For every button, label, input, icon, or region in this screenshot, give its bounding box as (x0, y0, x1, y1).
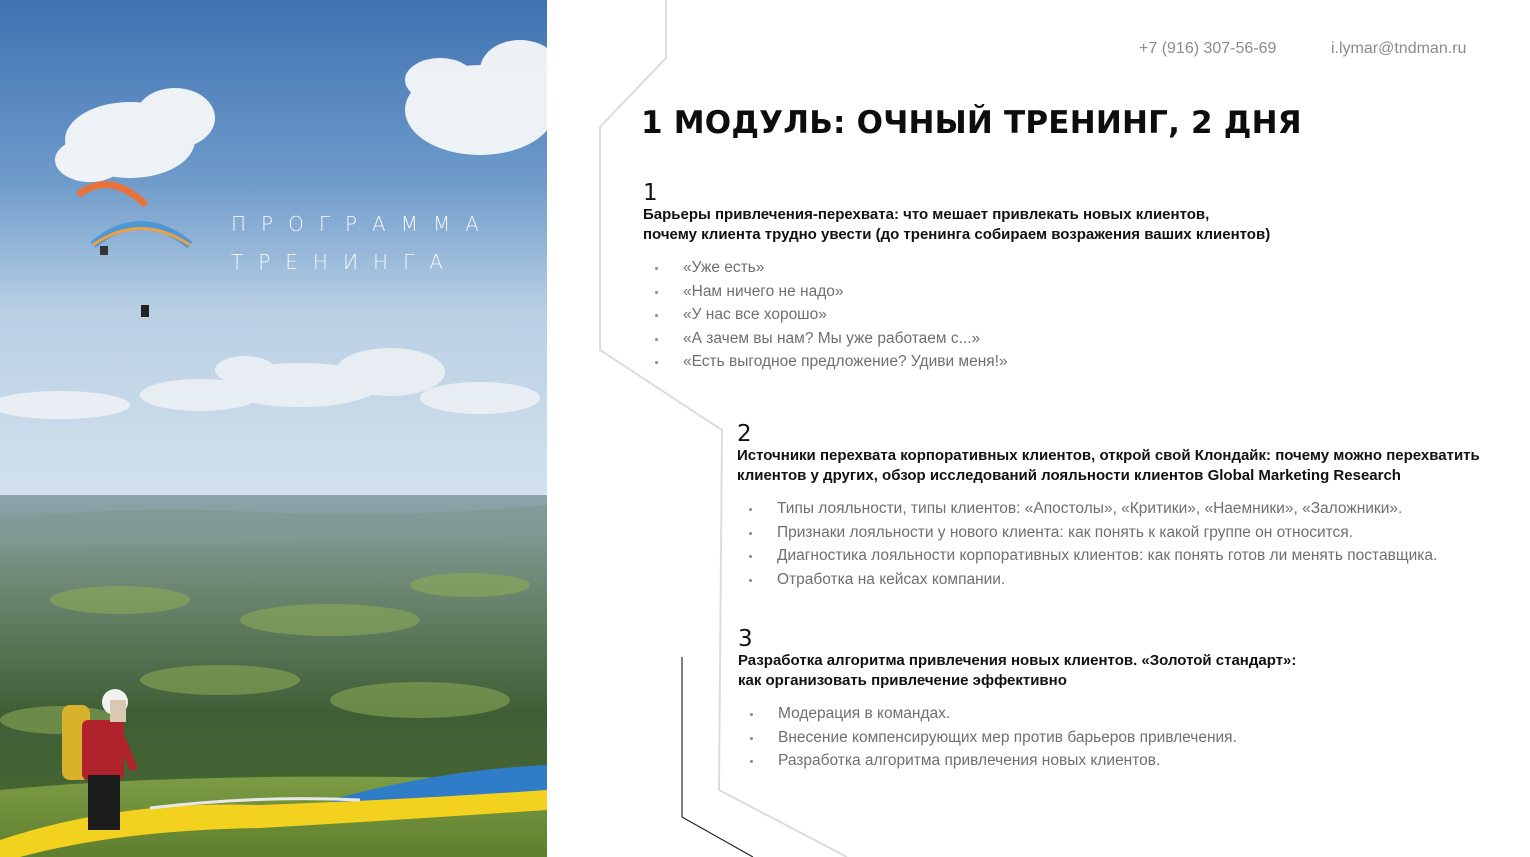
module-section-3 (738, 627, 1296, 773)
phone-number[interactable]: +7 (916) 307-56-69 (1139, 40, 1277, 57)
list-item: «У нас все хорошо» (643, 303, 1270, 327)
section-number: 1 (643, 180, 658, 206)
list-item: Разработка алгоритма привлечения новых клиентов. (738, 749, 1296, 773)
section-heading-line: Источники перехвата корпоративных клиентов, открой свой Клондайк: почему можно перехватить (737, 447, 1480, 464)
module-section-2 (737, 422, 1480, 591)
photo-title-line: ПРОГРАММА (231, 212, 494, 236)
list-item: Модерация в командах. (738, 702, 1296, 726)
list-item: Признаки лояльности у нового клиента: как понять к какой группе он относится. (737, 521, 1480, 545)
section-heading (643, 205, 1270, 245)
list-item: Типы лояльности, типы клиентов: «Апостолы», «Критики», «Наемники», «Заложники». (737, 497, 1480, 521)
section-heading-line: Разработка алгоритма привлечения новых клиентов. «Золотой стандарт»: (738, 652, 1297, 669)
paragliding-photo (0, 0, 547, 857)
section-heading-line: почему клиента трудно увести (до тренинга собираем возражения ваших клиентов) (643, 226, 1271, 243)
section-heading-line: клиентов у других, обзор исследований лояльности клиентов Global Marketing Research (737, 467, 1401, 484)
list-item: Внесение компенсирующих мер против барьеров привлечения. (738, 726, 1296, 750)
section-heading (738, 651, 1296, 691)
list-item: «Уже есть» (643, 256, 1270, 280)
bullet-list (737, 497, 1480, 591)
photo-title (231, 205, 494, 281)
section-number: 2 (737, 421, 752, 447)
list-item: Отработка на кейсах компании. (737, 568, 1480, 592)
list-item: Диагностика лояльности корпоративных клиентов: как понять готов ли менять поставщика. (737, 544, 1480, 568)
email-address[interactable]: i.lymar@tndman.ru (1331, 40, 1467, 57)
section-number: 3 (738, 626, 753, 652)
section-heading (737, 446, 1480, 486)
photo-title-line: ТРЕНИНГА (231, 250, 458, 274)
list-item: «Есть выгодное предложение? Удиви меня!» (643, 350, 1270, 374)
list-item: «А зачем вы нам? Мы уже работаем с...» (643, 327, 1270, 351)
section-heading-line: Барьеры привлечения-перехвата: что мешает привлекать новых клиентов, (643, 206, 1210, 223)
section-heading-line: как организовать привлечение эффективно (738, 672, 1067, 689)
landscape-illustration (0, 0, 547, 857)
page-title: 1 МОДУЛЬ: ОЧНЫЙ ТРЕНИНГ, 2 ДНЯ (641, 105, 1302, 141)
bullet-list (738, 702, 1296, 773)
module-section-1 (643, 181, 1270, 374)
bullet-list (643, 256, 1270, 374)
list-item: «Нам ничего не надо» (643, 280, 1270, 304)
